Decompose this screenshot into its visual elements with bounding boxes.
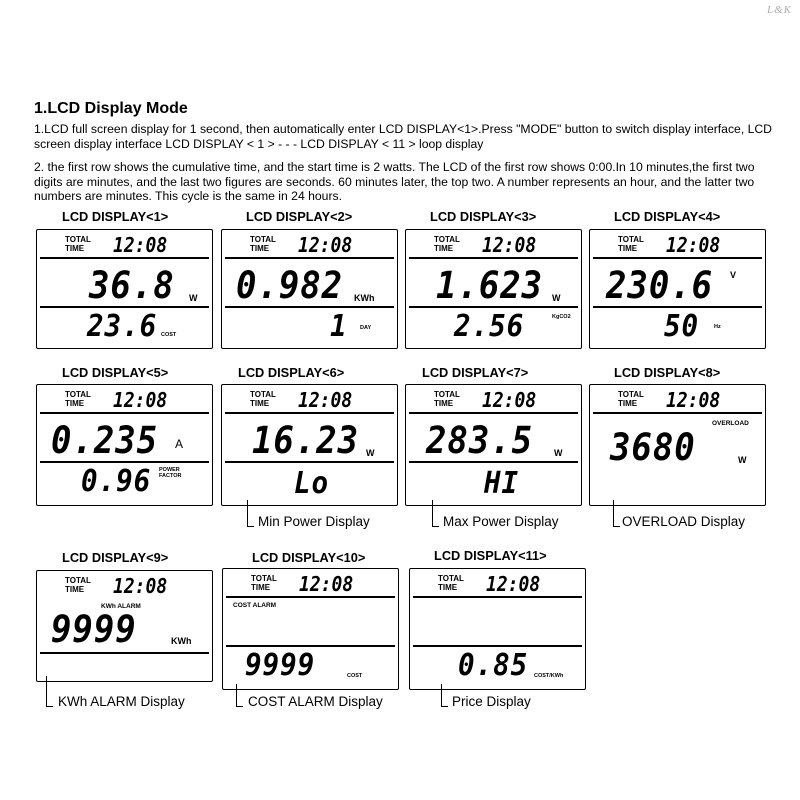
divider — [225, 412, 394, 414]
main-reading: 0.982 — [236, 264, 344, 307]
lcd-display-3 — [405, 229, 582, 349]
time-readout: 12:08 — [298, 233, 353, 257]
sub-reading: 23.6 — [87, 309, 158, 344]
total-time-label: TOTAL TIME — [250, 390, 276, 408]
main-reading: 230.6 — [606, 264, 714, 307]
display-2-label: LCD DISPLAY<2> — [246, 209, 353, 224]
display-1-label: LCD DISPLAY<1> — [62, 209, 169, 224]
time-readout: 12:08 — [113, 388, 168, 412]
main-unit: V — [730, 270, 737, 280]
caption-pointer — [441, 684, 448, 707]
caption-price: Price Display — [452, 694, 531, 709]
caption-pointer — [613, 500, 620, 527]
sub-reading: Lo — [294, 466, 330, 501]
section-title: 1.LCD Display Mode — [34, 100, 188, 117]
sub-reading: 1 — [330, 309, 348, 344]
time-readout: 12:08 — [486, 572, 541, 596]
total-time-label: TOTAL TIME — [250, 235, 276, 253]
display-4-label: LCD DISPLAY<4> — [614, 209, 721, 224]
time-readout: 12:08 — [482, 233, 537, 257]
main-reading: 283.5 — [426, 419, 534, 462]
divider — [409, 257, 578, 259]
sub-reading: 2.56 — [454, 309, 525, 344]
time-readout: 12:08 — [298, 388, 353, 412]
main-unit: W — [738, 455, 747, 465]
main-unit: KWh — [354, 293, 375, 303]
main-reading: 0.85 — [458, 648, 529, 683]
total-time-label: TOTAL TIME — [618, 390, 644, 408]
main-reading: 3680 — [610, 426, 696, 469]
divider — [409, 461, 578, 463]
lcd-display-8 — [589, 384, 766, 506]
divider — [40, 412, 209, 414]
main-unit: COST — [347, 673, 363, 679]
time-readout: 12:08 — [482, 388, 537, 412]
sub-unit: Hz — [714, 324, 721, 330]
display-8-label: LCD DISPLAY<8> — [614, 365, 721, 380]
lcd-display-5 — [36, 384, 213, 506]
lcd-display-6 — [221, 384, 398, 506]
sub-reading: HI — [484, 466, 520, 501]
main-reading: 9999 — [51, 608, 137, 651]
lcd-display-1 — [36, 229, 213, 349]
display-3-label: LCD DISPLAY<3> — [430, 209, 537, 224]
time-readout: 12:08 — [666, 233, 721, 257]
lcd-display-9 — [36, 570, 213, 682]
caption-pointer — [236, 684, 243, 707]
divider — [593, 257, 762, 259]
time-readout: 12:08 — [666, 388, 721, 412]
total-time-label: TOTAL TIME — [65, 576, 91, 594]
main-reading: 0.235 — [51, 419, 159, 462]
sub-unit: KgCO2 — [552, 314, 571, 320]
divider — [225, 461, 394, 463]
main-unit: KWh — [171, 636, 192, 646]
sub-reading: 50 — [664, 309, 700, 344]
total-time-label: TOTAL TIME — [434, 235, 460, 253]
main-unit: W — [366, 448, 375, 458]
divider — [40, 652, 209, 654]
total-time-label: TOTAL TIME — [438, 574, 464, 592]
caption-pointer — [247, 500, 254, 527]
total-time-label: TOTAL TIME — [65, 235, 91, 253]
lcd-display-2 — [221, 229, 398, 349]
lcd-display-10 — [222, 568, 399, 690]
caption-min-power: Min Power Display — [258, 514, 370, 529]
display-6-label: LCD DISPLAY<6> — [238, 365, 345, 380]
display-10-label: LCD DISPLAY<10> — [252, 550, 366, 565]
divider — [226, 645, 395, 647]
caption-cost-alarm: COST ALARM Display — [248, 694, 383, 709]
display-7-label: LCD DISPLAY<7> — [422, 365, 529, 380]
main-reading: 9999 — [245, 648, 316, 683]
caption-overload: OVERLOAD Display — [622, 514, 746, 529]
divider — [413, 645, 582, 647]
lcd-display-7 — [405, 384, 582, 506]
main-unit: W — [554, 448, 563, 458]
display-9-label: LCD DISPLAY<9> — [62, 550, 169, 565]
divider — [413, 596, 582, 598]
main-unit: W — [552, 293, 561, 303]
divider — [593, 412, 762, 414]
cost-alarm-indicator: COST ALARM — [233, 602, 277, 609]
main-unit: A — [175, 437, 184, 451]
overload-indicator: OVERLOAD — [712, 420, 749, 427]
kwh-alarm-indicator: KWh ALARM — [101, 603, 141, 610]
main-reading: 1.623 — [436, 264, 544, 307]
time-readout: 12:08 — [113, 233, 168, 257]
total-time-label: TOTAL TIME — [65, 390, 91, 408]
divider — [225, 257, 394, 259]
watermark-logo: L&K — [766, 4, 792, 16]
divider — [226, 596, 395, 598]
total-time-label: TOTAL TIME — [434, 390, 460, 408]
caption-max-power: Max Power Display — [443, 514, 559, 529]
paragraph-1: 1.LCD full screen display for 1 second, then automatically enter LCD DISPLAY<1>.Press "MODE" button to switch display interface, LCD screen display interface LCD DISPLAY < 1 > - - - LCD DISPLAY < 11 > loop display — [34, 122, 772, 151]
sub-unit: DAY — [360, 325, 372, 331]
total-time-label: TOTAL TIME — [251, 574, 277, 592]
lcd-display-11 — [409, 568, 586, 690]
divider — [409, 306, 578, 308]
divider — [40, 461, 209, 463]
lcd-display-4 — [589, 229, 766, 349]
paragraph-2: 2. the first row shows the cumulative time, and the start time is 2 watts. The LCD of the first row shows 0:00.In 10 minutes,the first two digits are minutes, and the last two figures are seconds. 60 minutes later, the top two. A number represents an hour, and the latter two numbers are minutes. This cycle is the same in 24 hours. — [34, 160, 755, 203]
total-time-label: TOTAL TIME — [618, 235, 644, 253]
divider — [593, 306, 762, 308]
display-11-label: LCD DISPLAY<11> — [434, 548, 547, 563]
time-readout: 12:08 — [299, 572, 354, 596]
main-reading: 36.8 — [89, 264, 175, 307]
sub-reading: 0.96 — [81, 464, 152, 499]
divider — [40, 306, 209, 308]
caption-kwh-alarm: KWh ALARM Display — [58, 694, 185, 709]
sub-unit: POWER FACTOR — [159, 467, 182, 479]
caption-pointer — [432, 500, 439, 527]
main-unit: W — [189, 293, 198, 303]
main-reading: 16.23 — [252, 419, 360, 462]
divider — [225, 306, 394, 308]
divider — [40, 257, 209, 259]
display-5-label: LCD DISPLAY<5> — [62, 365, 169, 380]
sub-unit: COST — [161, 332, 177, 338]
caption-pointer — [46, 676, 53, 707]
main-unit: COST/KWh — [534, 673, 564, 679]
divider — [409, 412, 578, 414]
time-readout: 12:08 — [113, 574, 168, 598]
